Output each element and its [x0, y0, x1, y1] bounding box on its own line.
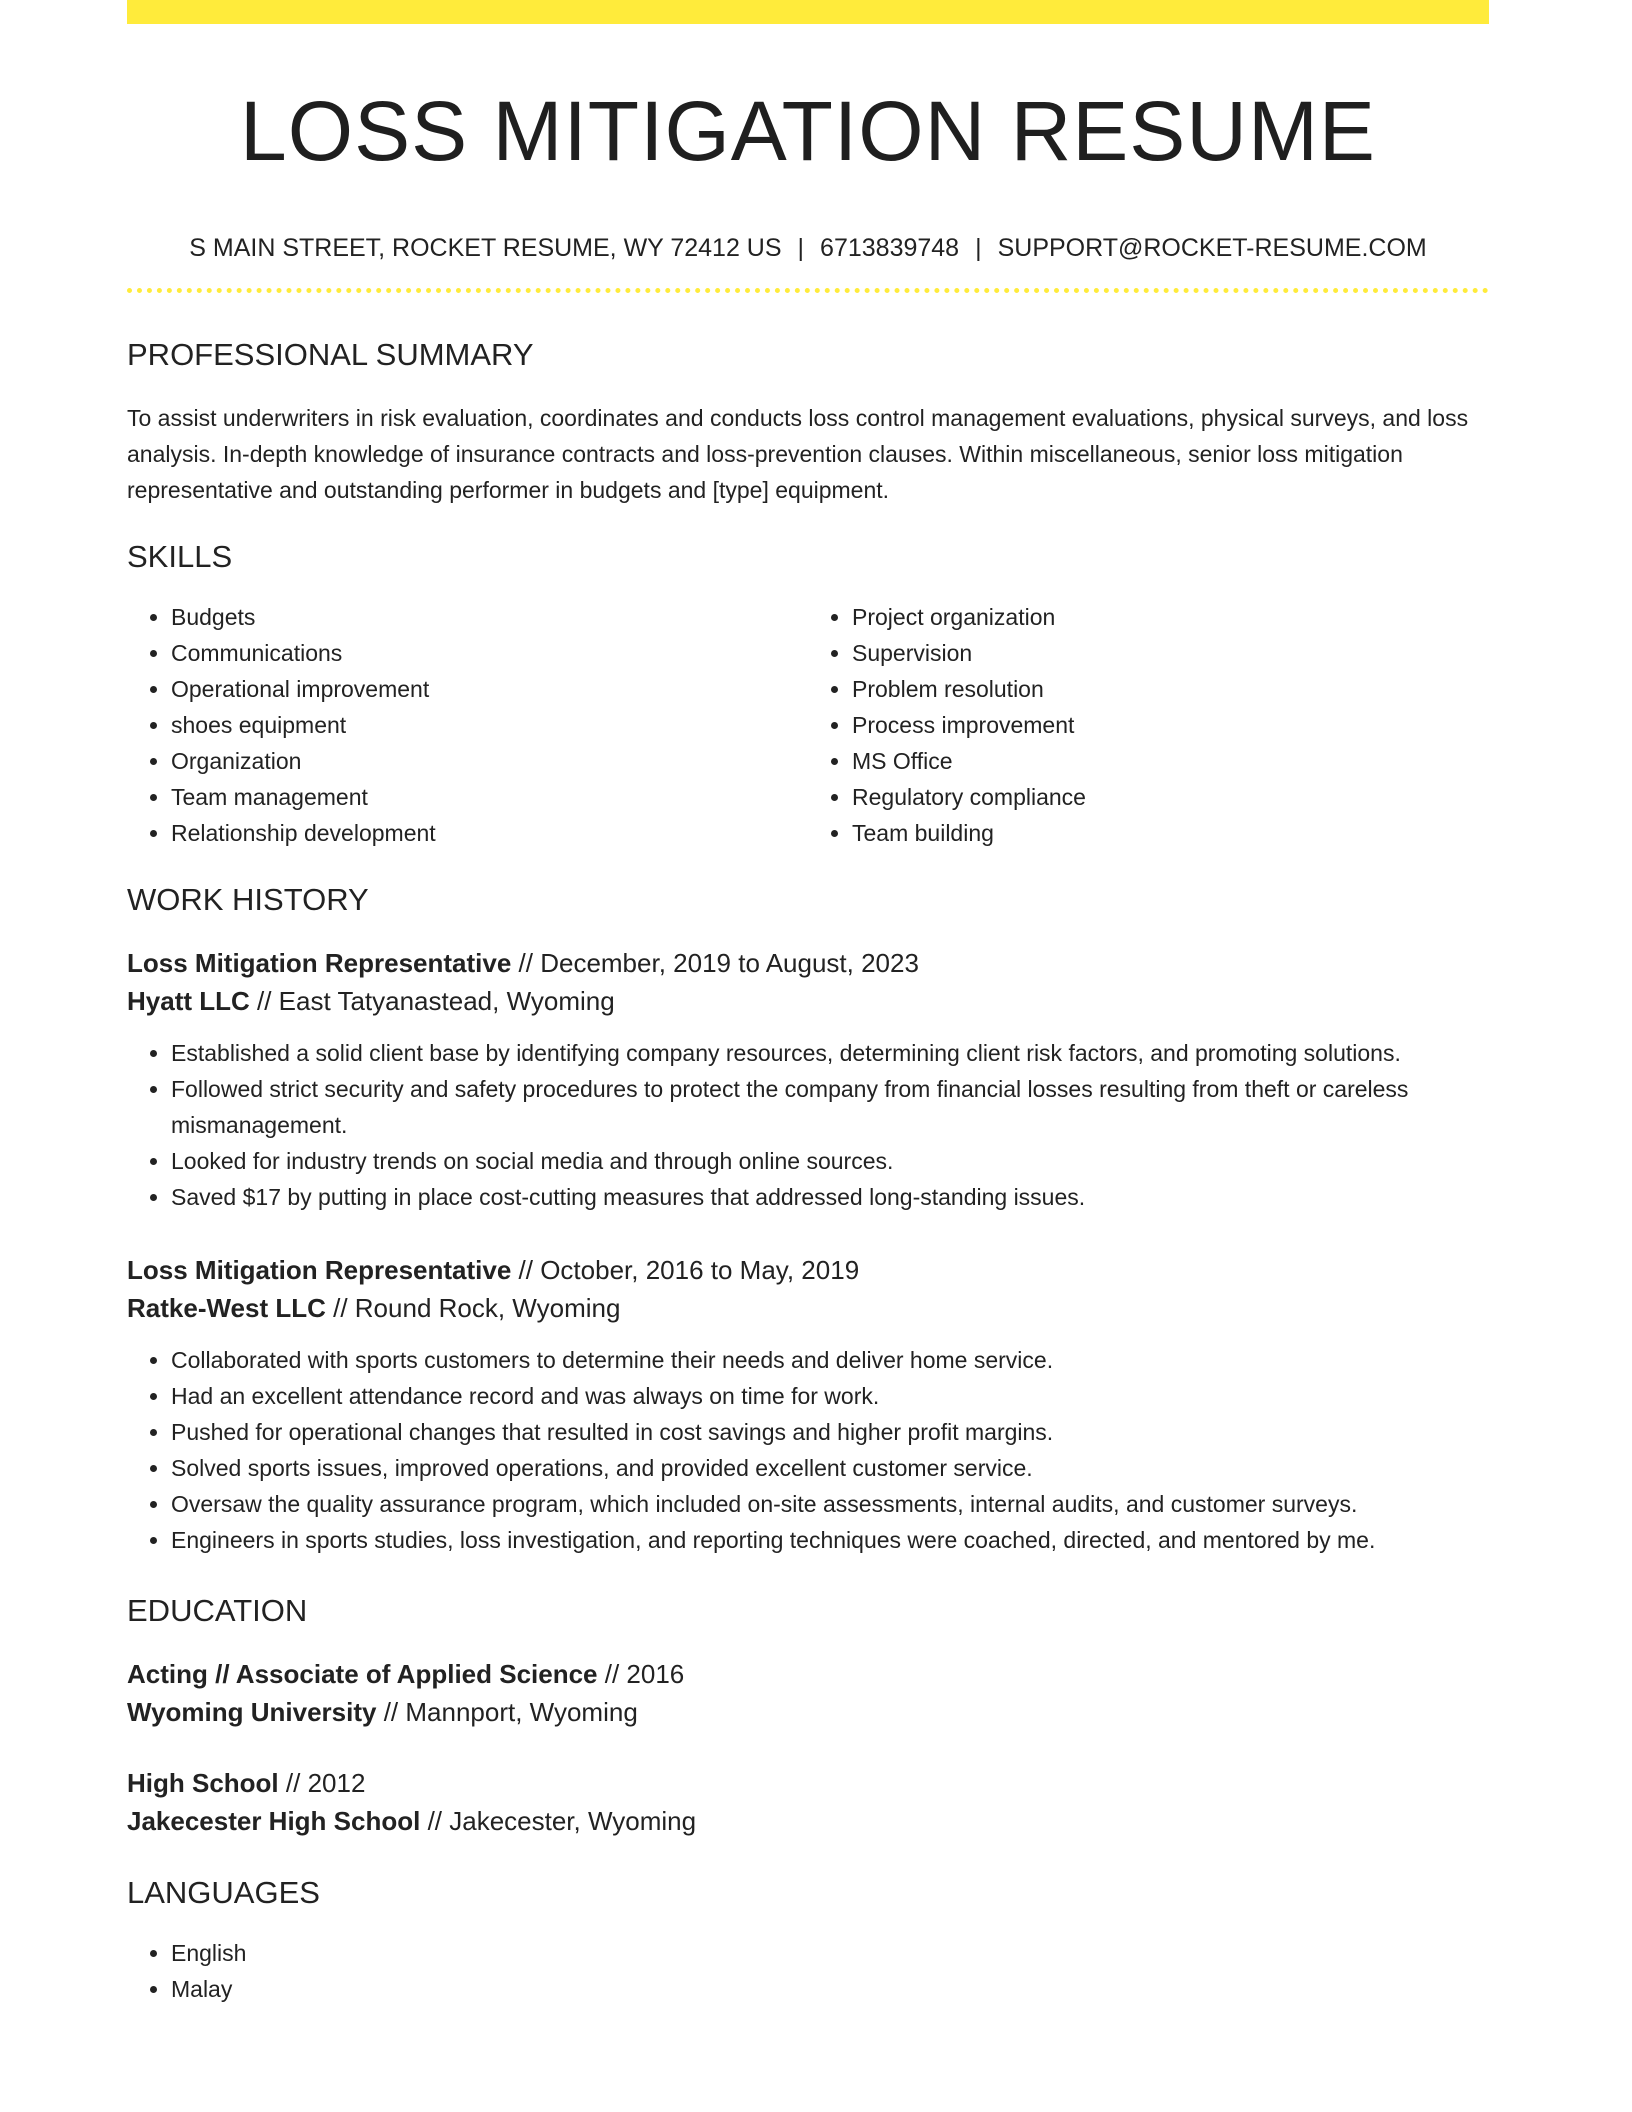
section-heading-education: EDUCATION	[127, 1593, 308, 1628]
skill-item: • Communications	[171, 635, 808, 671]
education-entry	[127, 1655, 1489, 1731]
skills-list-right	[808, 599, 1489, 851]
contact-line	[127, 231, 1489, 265]
education-school: Jakecester High School	[127, 1806, 421, 1836]
job-bullet: • Established a solid client base by identifying company resources, determining client risk factors, and promoting solutions.	[171, 1035, 1489, 1071]
job-bullets	[127, 1035, 1489, 1215]
education-degree-line	[127, 1764, 1489, 1802]
dotted-divider	[127, 288, 1489, 293]
skills-columns	[127, 599, 1489, 851]
language-item: • English	[171, 1935, 1489, 1971]
job-bullet: • Saved $17 by putting in place cost-cutting measures that addressed long-standing issues.	[171, 1179, 1489, 1215]
education-school: Wyoming University	[127, 1697, 377, 1727]
job-company: Hyatt LLC	[127, 986, 250, 1016]
job-bullet: • Followed strict security and safety procedures to protect the company from financial losses resulting from theft or careless mismanagement.	[171, 1071, 1489, 1143]
contact-separator: |	[975, 234, 982, 262]
contact-email: SUPPORT@ROCKET-RESUME.COM	[997, 234, 1427, 262]
education-location: // Jakecester, Wyoming	[420, 1806, 697, 1836]
summary-text: To assist underwriters in risk evaluation, coordinates and conducts loss control management evaluations, physical surveys, and loss analysis. In-depth knowledge of insurance contracts and loss-prevention clauses. Within miscellaneous, senior loss mitigation representative and outstanding performer in budgets and [type] equipment.	[127, 405, 1469, 503]
job-title-line	[127, 1251, 1489, 1289]
skill-item: • shoes equipment	[171, 707, 808, 743]
job-bullet: • Engineers in sports studies, loss investigation, and reporting techniques were coached, directed, and mentored by me.	[171, 1522, 1489, 1558]
job-bullets	[127, 1342, 1489, 1558]
education-school-line	[127, 1693, 1489, 1731]
skill-item: • Supervision	[852, 635, 1489, 671]
education-school-line	[127, 1802, 1489, 1840]
section-heading-languages: LANGUAGES	[127, 1875, 320, 1910]
job-bullet: • Oversaw the quality assurance program, which included on-site assessments, internal audits, and customer surveys.	[171, 1486, 1489, 1522]
job-location: // East Tatyanastead, Wyoming	[249, 986, 615, 1016]
section-heading-work-history: WORK HISTORY	[127, 882, 369, 917]
education-degree: High School	[127, 1768, 279, 1798]
skill-item: • Regulatory compliance	[852, 779, 1489, 815]
contact-address: S MAIN STREET, ROCKET RESUME, WY 72412 US	[189, 234, 782, 262]
job-entry	[127, 1251, 1489, 1558]
skill-item: • Process improvement	[852, 707, 1489, 743]
education-entry	[127, 1764, 1489, 1840]
job-dates: // December, 2019 to August, 2023	[511, 948, 919, 978]
job-title: Loss Mitigation Representative	[127, 948, 512, 978]
job-entry	[127, 944, 1489, 1215]
skill-item: • Team building	[852, 815, 1489, 851]
skill-item: • Relationship development	[171, 815, 808, 851]
accent-top-bar	[127, 0, 1489, 24]
job-bullet: • Pushed for operational changes that resulted in cost savings and higher profit margins.	[171, 1414, 1489, 1450]
contact-phone: 6713839748	[820, 234, 960, 262]
contact-separator: |	[797, 234, 805, 262]
education-year: // 2016	[597, 1659, 685, 1689]
education-year: // 2012	[278, 1768, 366, 1798]
skill-item: • Project organization	[852, 599, 1489, 635]
resume-content	[127, 24, 1489, 2007]
section-heading-summary: PROFESSIONAL SUMMARY	[127, 337, 534, 372]
skill-item: • Problem resolution	[852, 671, 1489, 707]
job-bullet: • Solved sports issues, improved operations, and provided excellent customer service.	[171, 1450, 1489, 1486]
job-company-line	[127, 1289, 1489, 1327]
job-company: Ratke-West LLC	[127, 1293, 326, 1323]
languages-list	[127, 1935, 1489, 2007]
skill-item: • Budgets	[171, 599, 808, 635]
section-heading-skills: SKILLS	[127, 539, 233, 574]
skill-item: • Organization	[171, 743, 808, 779]
job-bullet: • Collaborated with sports customers to determine their needs and deliver home service.	[171, 1342, 1489, 1378]
skills-list-left	[127, 599, 808, 851]
skill-item: • Operational improvement	[171, 671, 808, 707]
job-title-line	[127, 944, 1489, 982]
language-item: • Malay	[171, 1971, 1489, 2007]
page-title: LOSS MITIGATION RESUME	[240, 84, 1376, 178]
job-bullet: • Looked for industry trends on social media and through online sources.	[171, 1143, 1489, 1179]
job-company-line	[127, 982, 1489, 1020]
skill-item: • Team management	[171, 779, 808, 815]
job-dates: // October, 2016 to May, 2019	[511, 1255, 860, 1285]
job-bullet: • Had an excellent attendance record and was always on time for work.	[171, 1378, 1489, 1414]
education-location: // Mannport, Wyoming	[376, 1697, 638, 1727]
job-title: Loss Mitigation Representative	[127, 1255, 512, 1285]
education-degree: Acting // Associate of Applied Science	[127, 1659, 598, 1689]
skill-item: • MS Office	[852, 743, 1489, 779]
education-degree-line	[127, 1655, 1489, 1693]
job-location: // Round Rock, Wyoming	[325, 1293, 621, 1323]
